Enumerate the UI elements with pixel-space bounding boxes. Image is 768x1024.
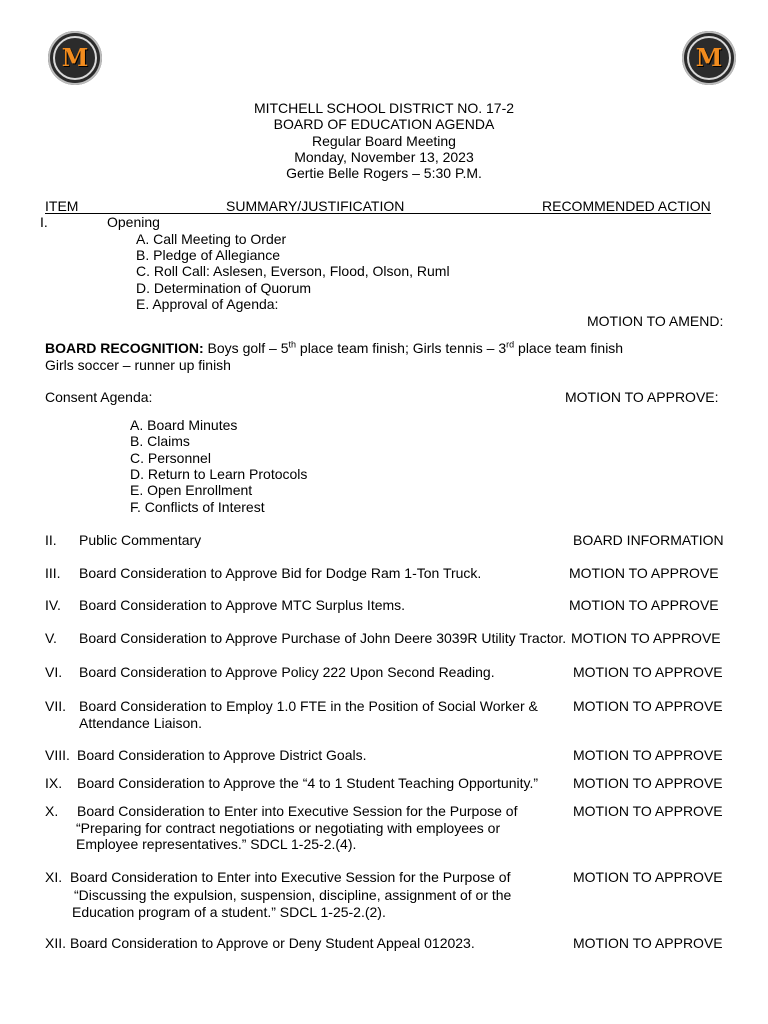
agenda-summary: Board Consideration to Approve Purchase of John Deere 3039R Utility Tractor. [79, 630, 567, 646]
consent-item: E. Open Enrollment [130, 482, 253, 498]
document-title: BOARD OF EDUCATION AGENDA [273, 116, 495, 132]
district-seal-icon [682, 31, 736, 85]
agenda-number: VIII. [45, 747, 70, 763]
agenda-summary: Board Consideration to Approve District Goals. [77, 747, 367, 763]
agenda-summary: Board Consideration to Approve MTC Surplus Items. [79, 597, 406, 613]
seal-letter: M [695, 43, 723, 72]
board-recognition [45, 340, 623, 356]
opening-item: B. Pledge of Allegiance [136, 247, 280, 263]
column-item: ITEM [45, 198, 79, 214]
agenda-action: MOTION TO APPROVE [573, 664, 723, 680]
district-name: MITCHELL SCHOOL DISTRICT NO. 17-2 [253, 100, 515, 116]
district-seal-icon [48, 31, 102, 85]
agenda-summary: Education program of a student.” SDCL 1-25-2.(2). [72, 904, 386, 920]
opening-action: MOTION TO AMEND: [587, 313, 724, 329]
recognition-sup: rd [506, 339, 515, 350]
opening-label: Opening [107, 214, 160, 230]
agenda-action: MOTION TO APPROVE [573, 935, 723, 951]
column-action: RECOMMENDED ACTION [542, 198, 711, 214]
agenda-number: II. [45, 532, 57, 548]
agenda-summary: “Discussing the expulsion, suspension, discipline, assignment of or the [74, 887, 512, 903]
agenda-action: MOTION TO APPROVE [573, 698, 723, 714]
seal-letter: M [61, 43, 89, 72]
consent-item: F. Conflicts of Interest [130, 499, 265, 515]
opening-item: C. Roll Call: Aslesen, Everson, Flood, Olson, Ruml [136, 263, 450, 279]
recognition-label: BOARD RECOGNITION: [45, 340, 204, 356]
agenda-action: MOTION TO APPROVE [573, 747, 723, 763]
recognition-line2: Girls soccer – runner up finish [45, 357, 231, 373]
agenda-number: III. [45, 565, 61, 581]
consent-action: MOTION TO APPROVE: [565, 389, 719, 405]
agenda-summary: Board Consideration to Approve or Deny Student Appeal 012023. [70, 935, 475, 951]
meeting-type: Regular Board Meeting [312, 133, 456, 149]
agenda-summary: Board Consideration to Approve the “4 to 1 Student Teaching Opportunity.” [77, 775, 538, 791]
agenda-number: V. [45, 630, 57, 646]
agenda-summary: “Preparing for contract negotiations or negotiating with employees or [76, 820, 501, 836]
agenda-action: MOTION TO APPROVE [569, 597, 719, 613]
consent-item: C. Personnel [130, 450, 211, 466]
agenda-summary: Board Consideration to Enter into Executive Session for the Purpose of [70, 869, 511, 885]
recognition-text: place team finish; Girls tennis – 3 [296, 340, 507, 356]
consent-item: D. Return to Learn Protocols [130, 466, 308, 482]
agenda-number: XI. [45, 869, 63, 885]
opening-item: A. Call Meeting to Order [136, 231, 287, 247]
agenda-summary: Employee representatives.” SDCL 1-25-2.(4). [76, 836, 357, 852]
agenda-summary: Board Consideration to Approve Bid for Dodge Ram 1-Ton Truck. [79, 565, 482, 581]
agenda-action: MOTION TO APPROVE [573, 775, 723, 791]
meeting-location: Gertie Belle Rogers – 5:30 P.M. [286, 165, 482, 181]
recognition-sup: th [288, 339, 297, 350]
consent-label: Consent Agenda: [45, 389, 153, 405]
agenda-summary: Attendance Liaison. [79, 715, 202, 731]
opening-item: E. Approval of Agenda: [136, 296, 279, 312]
agenda-action: BOARD INFORMATION [573, 532, 724, 548]
recognition-text: place team finish [514, 340, 624, 356]
agenda-number: X. [45, 803, 59, 819]
recognition-text: Boys golf – 5 [203, 340, 289, 356]
agenda-summary: Board Consideration to Approve Policy 222 Upon Second Reading. [79, 664, 495, 680]
agenda-action: MOTION TO APPROVE [573, 803, 723, 819]
agenda-action: MOTION TO APPROVE [571, 630, 721, 646]
consent-item: A. Board Minutes [130, 417, 238, 433]
agenda-number: IV. [45, 597, 61, 613]
agenda-action: MOTION TO APPROVE [569, 565, 719, 581]
consent-item: B. Claims [130, 433, 190, 449]
opening-number: I. [40, 214, 48, 230]
agenda-summary: Public Commentary [79, 532, 202, 548]
agenda-number: IX. [45, 775, 63, 791]
column-summary: SUMMARY/JUSTIFICATION [226, 198, 405, 214]
meeting-date: Monday, November 13, 2023 [294, 149, 474, 165]
agenda-number: VII. [45, 698, 67, 714]
agenda-number: XII. [45, 935, 67, 951]
agenda-number: VI. [45, 664, 63, 680]
agenda-action: MOTION TO APPROVE [573, 869, 723, 885]
opening-item: D. Determination of Quorum [136, 280, 312, 296]
agenda-summary: Board Consideration to Enter into Executive Session for the Purpose of [77, 803, 518, 819]
agenda-summary: Board Consideration to Employ 1.0 FTE in the Position of Social Worker & [79, 698, 538, 714]
